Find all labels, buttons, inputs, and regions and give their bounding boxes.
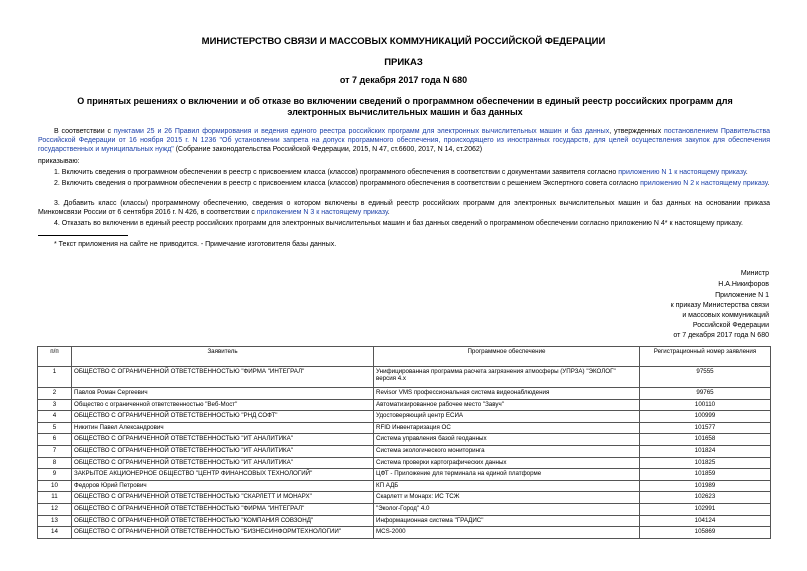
cell-applicant: ОБЩЕСТВО С ОГРАНИЧЕННОЙ ОТВЕТСТВЕННОСТЬЮ "КОМПАНИЯ СОВЗОНД" bbox=[72, 515, 374, 527]
cell-applicant: Никитин Павел Александрович bbox=[72, 422, 374, 434]
table-row bbox=[38, 367, 771, 388]
cell-applicant: ОБЩЕСТВО С ОГРАНИЧЕННОЙ ОТВЕТСТВЕННОСТЬЮ "ИТ АНАЛИТИКА" bbox=[72, 434, 374, 446]
cell-software: "Эколог-Город" 4.0 bbox=[374, 503, 640, 515]
cell-software: Автоматизированное рабочее место "Завуч" bbox=[374, 399, 640, 411]
rules-link[interactable]: пунктами 25 и 26 Правил формирования и ведения единого реестра российских программ для электронных вычислительных машин и баз данных bbox=[113, 128, 610, 135]
cell-reg-number: 100110 bbox=[640, 399, 771, 411]
cell-software: Унифицированная программа расчета загрязнения атмосферы (УПРЗА) "ЭКОЛОГ" версия 4.x bbox=[374, 367, 640, 388]
cell-software: КП АДБ bbox=[374, 480, 640, 492]
cell-number: 11 bbox=[38, 492, 72, 504]
cell-number: 6 bbox=[38, 434, 72, 446]
cell-applicant: ОБЩЕСТВО С ОГРАНИЧЕННОЙ ОТВЕТСТВЕННОСТЬЮ "ФИРМА "ИНТЕГРАЛ" bbox=[72, 367, 374, 388]
item-2: 2. Включить сведения о программном обеспечении в реестр с присвоением класса (классов) программного обеспечения в соответствии с решением Экспертного совета согласно приложению N 2 к настоящему приказу. bbox=[54, 180, 770, 187]
cell-applicant: ЗАКРЫТОЕ АКЦИОНЕРНОЕ ОБЩЕСТВО "ЦЕНТР ФИНАНСОВЫХ ТЕХНОЛОГИЙ" bbox=[72, 469, 374, 481]
table-row bbox=[38, 492, 771, 504]
cell-software: Удостоверяющий центр ЕСИА bbox=[374, 411, 640, 423]
cell-reg-number: 97555 bbox=[640, 367, 771, 388]
table-row bbox=[38, 515, 771, 527]
table-header-row bbox=[38, 347, 771, 367]
cell-reg-number: 101859 bbox=[640, 469, 771, 481]
cell-applicant: ОБЩЕСТВО С ОГРАНИЧЕННОЙ ОТВЕТСТВЕННОСТЬЮ "ИТ АНАЛИТИКА" bbox=[72, 445, 374, 457]
table-row bbox=[38, 422, 771, 434]
appendix-line: от 7 декабря 2017 года N 680 bbox=[673, 332, 769, 339]
cell-reg-number: 104124 bbox=[640, 515, 771, 527]
table-row bbox=[38, 469, 771, 481]
cell-number: 7 bbox=[38, 445, 72, 457]
cell-reg-number: 102623 bbox=[640, 492, 771, 504]
table-row bbox=[38, 457, 771, 469]
cell-software: Revisor VMS профессиональная система видеонаблюдения bbox=[374, 388, 640, 400]
cell-number: 5 bbox=[38, 422, 72, 434]
appendix-2-link[interactable]: приложению N 2 к настоящему приказу bbox=[640, 180, 768, 187]
cell-number: 14 bbox=[38, 527, 72, 539]
cell-number: 8 bbox=[38, 457, 72, 469]
cell-number: 10 bbox=[38, 480, 72, 492]
cell-reg-number: 101577 bbox=[640, 422, 771, 434]
appendix-3-link[interactable]: приложением N 3 к настоящему приказу bbox=[256, 209, 388, 216]
item-1: 1. Включить сведения о программном обеспечении в реестр с присвоением класса (классов) программного обеспечения в соответствии с документами заявителя согласно приложению N 1 к настоящему приказу. bbox=[54, 169, 748, 176]
footnote: * Текст приложения на сайте не приводится. - Примечание изготовителя базы данных. bbox=[54, 241, 337, 248]
date-number: от 7 декабря 2017 года N 680 bbox=[339, 75, 468, 85]
cell-number: 1 bbox=[38, 367, 72, 388]
cell-reg-number: 100999 bbox=[640, 411, 771, 423]
document-title: О принятых решениях о включении и об отказе во включении сведений о программном обеспечении в единый реестр российских программ для электронных вычислительных машин и баз данных bbox=[77, 96, 733, 117]
table-row bbox=[38, 411, 771, 423]
doc-type-heading: ПРИКАЗ bbox=[384, 57, 423, 68]
cell-software: Система экологического мониторинга bbox=[374, 445, 640, 457]
cell-software: MCS-2000 bbox=[374, 527, 640, 539]
signature-name: Н.А.Никифоров bbox=[718, 281, 769, 288]
cell-software: Система управления базой геоданных bbox=[374, 434, 640, 446]
government-resolution-link[interactable]: постановлением Правительства Российской Федерации от 16 ноября 2015 г. N 1236 "Об установлении запрета на допуск программного обеспечения, происходящего из иностранных государств, для целей осуществления закупок для обеспечения государственных и муниципальных нужд" bbox=[38, 128, 771, 153]
cell-applicant: ОБЩЕСТВО С ОГРАНИЧЕННОЙ ОТВЕТСТВЕННОСТЬЮ "СКАРЛЕТТ И МОНАРХ" bbox=[72, 492, 374, 504]
cell-software: Система проверки картографических данных bbox=[374, 457, 640, 469]
cell-applicant: Федоров Юрий Петрович bbox=[72, 480, 374, 492]
cell-reg-number: 102991 bbox=[640, 503, 771, 515]
cell-applicant: ОБЩЕСТВО С ОГРАНИЧЕННОЙ ОТВЕТСТВЕННОСТЬЮ "БИЗНЕСИНФОРМТЕХНОЛОГИИ" bbox=[72, 527, 374, 539]
appendix-1-link[interactable]: приложению N 1 к настоящему приказу bbox=[618, 169, 746, 176]
header-software: Программное обеспечение bbox=[374, 347, 640, 367]
cell-reg-number: 101824 bbox=[640, 445, 771, 457]
preamble: В соответствии с пунктами 25 и 26 Правил формирования и ведения единого реестра российских программ для электронных вычислительных машин и баз данных, утвержденных постановлением Правительства Российской Федерации от 16 ноября 2015 г. N 1236 "Об установлении запрета на допуск программного обеспечения, происходящего из иностранных государств, для целей осуществления закупок для обеспечения государственных и муниципальных нужд" (Собрание законодательства Российской Федерации, 2015, N 47, ст.6600, 2017, N 14, ст.2062) bbox=[38, 128, 771, 153]
table-row bbox=[38, 399, 771, 411]
table-row bbox=[38, 480, 771, 492]
cell-software: Скарлетт и Монарх: ИС ТСЖ bbox=[374, 492, 640, 504]
appendix-line: Приложение N 1 bbox=[715, 292, 769, 299]
cell-reg-number: 101989 bbox=[640, 480, 771, 492]
cell-applicant: ОБЩЕСТВО С ОГРАНИЧЕННОЙ ОТВЕТСТВЕННОСТЬЮ "РНД СОФТ" bbox=[72, 411, 374, 423]
cell-reg-number: 101825 bbox=[640, 457, 771, 469]
item-3: 3. Добавить класс (классы) программному обеспечению, сведения о котором включены в единый реестр российских программ для электронных вычислительных машин и баз данных на основании приказа Минкомсвязи России от 6 сентября 2016 г. N 426, в соответствии с приложением N 3 к настоящему приказу. bbox=[38, 200, 770, 216]
signature-position: Министр bbox=[740, 270, 769, 277]
cell-number: 2 bbox=[38, 388, 72, 400]
table-row bbox=[38, 434, 771, 446]
table-row bbox=[38, 388, 771, 400]
cell-software: RFID Инвентаризация ОС bbox=[374, 422, 640, 434]
header-reg-number: Регистрационный номер заявления bbox=[640, 347, 771, 367]
cell-number: 3 bbox=[38, 399, 72, 411]
cell-reg-number: 105869 bbox=[640, 527, 771, 539]
software-table bbox=[37, 346, 771, 539]
ministry-heading: МИНИСТЕРСТВО СВЯЗИ И МАССОВЫХ КОММУНИКАЦИЙ РОССИЙСКОЙ ФЕДЕРАЦИИ bbox=[201, 36, 606, 47]
cell-number: 4 bbox=[38, 411, 72, 423]
order-word: приказываю: bbox=[38, 158, 80, 165]
appendix-line: Российской Федерации bbox=[692, 322, 769, 329]
cell-number: 12 bbox=[38, 503, 72, 515]
cell-reg-number: 101658 bbox=[640, 434, 771, 446]
cell-applicant: Павлов Роман Сергеевич bbox=[72, 388, 374, 400]
table-row bbox=[38, 445, 771, 457]
cell-number: 13 bbox=[38, 515, 72, 527]
header-applicant: Заявитель bbox=[72, 347, 374, 367]
appendix-line: и массовых коммуникаций bbox=[682, 312, 769, 319]
header-number: п/п bbox=[38, 347, 72, 367]
cell-applicant: ОБЩЕСТВО С ОГРАНИЧЕННОЙ ОТВЕТСТВЕННОСТЬЮ "ИТ АНАЛИТИКА" bbox=[72, 457, 374, 469]
cell-applicant: ОБЩЕСТВО С ОГРАНИЧЕННОЙ ОТВЕТСТВЕННОСТЬЮ "ФИРМА "ИНТЕГРАЛ" bbox=[72, 503, 374, 515]
item-4: 4. Отказать во включении в единый реестр российских программ для электронных вычислительных машин и баз данных сведений о программном обеспечении согласно приложению N 4* к настоящему приказу. bbox=[54, 220, 743, 227]
cell-reg-number: 99765 bbox=[640, 388, 771, 400]
table-row bbox=[38, 503, 771, 515]
cell-number: 9 bbox=[38, 469, 72, 481]
table-row bbox=[38, 527, 771, 539]
appendix-line: к приказу Министерства связи bbox=[670, 302, 769, 309]
footnote-separator bbox=[38, 235, 128, 236]
cell-software: ЦФТ - Приложение для терминала на единой платформе bbox=[374, 469, 640, 481]
cell-software: Информационная система "ГРАДИС" bbox=[374, 515, 640, 527]
cell-applicant: Общество с ограниченной ответственностью "Веб-Мост" bbox=[72, 399, 374, 411]
